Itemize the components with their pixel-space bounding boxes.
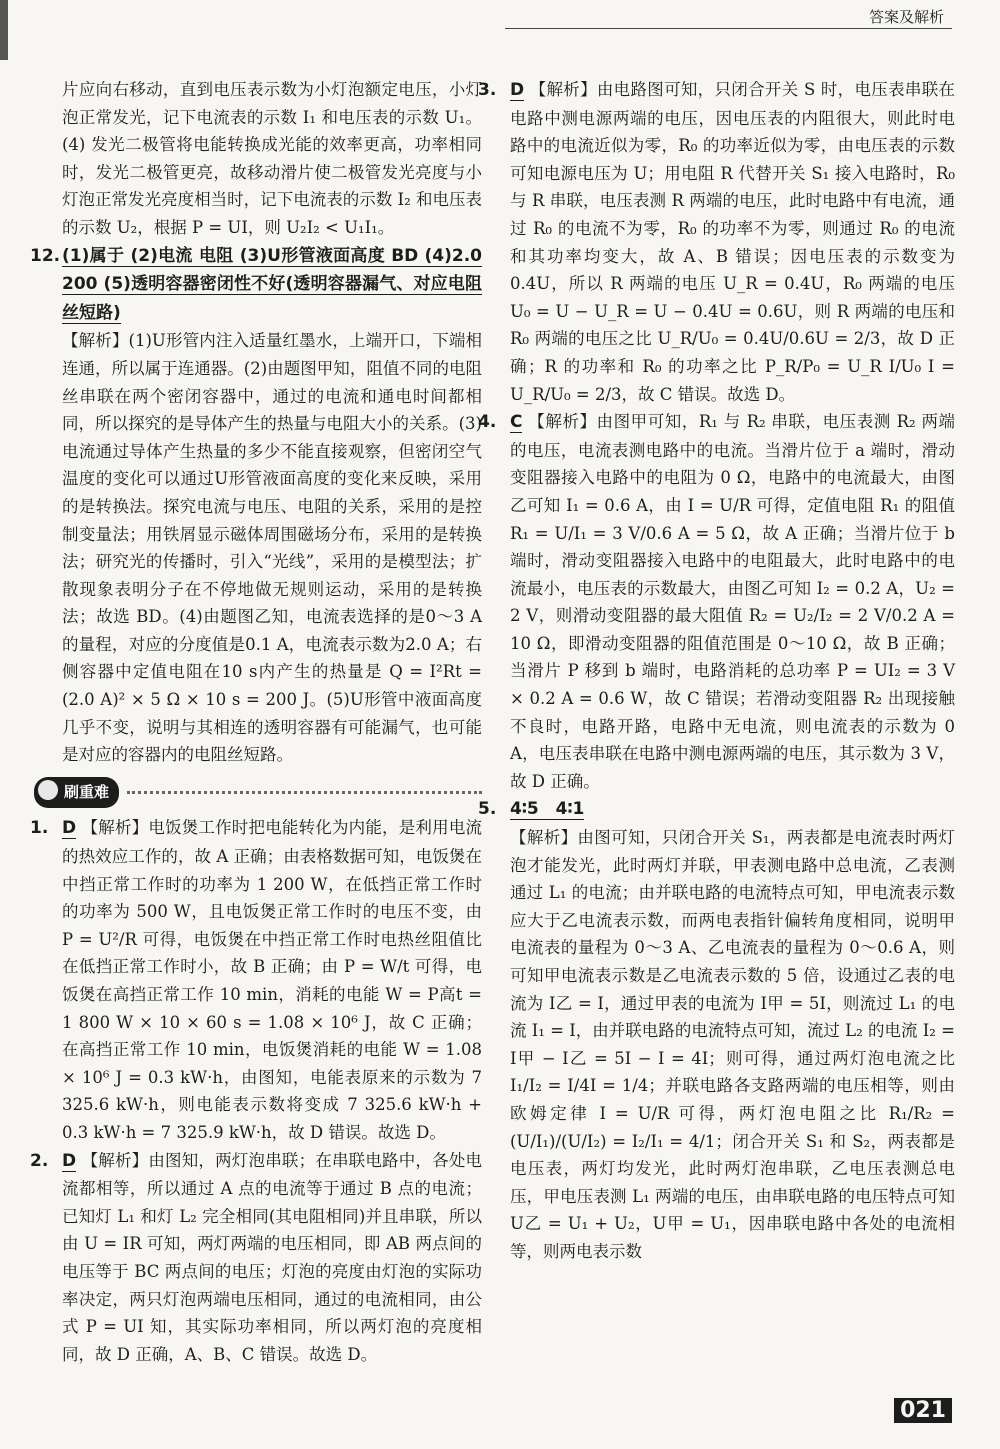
question-2	[30, 1147, 483, 1369]
running-header: 答案及解析	[868, 8, 944, 26]
page-edge-mark	[0, 0, 8, 60]
explanation-4: 【解析】由图甲可知，R₁ 与 R₂ 串联，电压表测 R₂ 两端的电压，电流表测电路中的电流。当滑片位于 a 端时，滑动变阻器接入电路中的电阻为 0 Ω，电路中的电流最大，由图乙可知 I₁ = 0.6 A，由 I = U/R 可得，定值电阻 R₁ 的阻值 R₁ = U/I₁ = 3 V/0.6 A = 5 Ω，故 A 正确；当滑片位于 b 端时，滑动变阻器接入电路中的电阻最大，此时电路中的电流最小，电压表的示数最大，由图乙可知 I₂ = 0.2 A，U₂ = 2 V，则滑动变阻器的最大阻值 R₂ = U₂/I₂ = 2 V/0.2 A = 10 Ω，即滑动变阻器的阻值范围是 0～10 Ω，故 B 正确；当滑片 P 移到 b 端时，电路消耗的总功率 P = UI₂ = 3 V × 0.2 A = 0.6 W，故 C 错误；若滑动变阻器 R₂ 出现接触不良时，电路开路，电路中无电流，则电流表的示数为 0 A，电压表串联在电路中测电源两端的电压，其示数为 3 V，故 D 正确。	[510, 412, 955, 791]
question-number: 4.	[478, 412, 497, 433]
answer: (1)属于 (2)电流 电阻 (3)U形管液面高度 BD (4)2.0 200 (5)透明容器密闭性不好(透明容器漏气、对应电阻丝短路)	[62, 245, 482, 323]
answer: C	[510, 412, 523, 433]
section-divider	[127, 791, 482, 794]
explanation-2: 【解析】由图知，两灯泡串联；在串联电路中，各处电流都相等，所以通过 A 点的电流等于通过 B 点的电流；已知灯 L₁ 和灯 L₂ 完全相同(其电阻相同)并且串联，所以由 U = IR 可知，两灯两端的电压相同，即 AB 两点间的电压等于 BC 两点间的电压；灯泡的亮度由灯泡的实际功率决定，两只灯泡两端电压相同，通过的电流相同，由公式 P = UI 知，其实际功率相同，所以两灯泡的亮度相同，故 D 正确，A、B、C 错误。故选 D。	[62, 1150, 483, 1364]
continued-paragraph: 片应向右移动，直到电压表示数为小灯泡额定电压，小灯泡正常发光，记下电流表的示数 I₁ 和电压表的示数 U₁。(4) 发光二极管将电能转换成光能的效率更高，功率相同时，发光二极管更亮，故移动滑片使二极管发光亮度与小灯泡正常发光亮度相当时，记下电流表的示数 I₂ 和电压表的示数 U₂，根据 P = UI，则 U₂I₂ < U₁I₁。	[62, 80, 482, 237]
question-4	[478, 408, 955, 795]
question-12	[30, 242, 482, 328]
answer: D	[510, 80, 525, 100]
section-badge: 刷重难	[34, 777, 119, 809]
question-number: 1.	[30, 818, 49, 839]
question-number: 2.	[30, 1150, 49, 1171]
question-3	[478, 76, 955, 408]
page-number: 021	[894, 1398, 952, 1423]
section-heading	[34, 777, 482, 809]
explanation-5: 【解析】由图可知，只闭合开关 S₁，两表都是电流表时两灯泡才能发光，此时两灯并联，甲表测电路中总电流，乙表测通过 L₁ 的电流；由并联电路的电流特点可知，甲电流表示数应大于乙电流表示数，而两电表指针偏转角度相同，说明甲电流表的量程为 0～3 A、乙电流表的量程为 0～0.6 A，则可知甲电流表示数是乙电流表示数的 5 倍，设通过乙表的电流为 I乙 = I，通过甲表的电流为 I甲 = 5I，则流过 L₁ 的电流 I₁ = I，由并联电路的电流特点可知，流过 L₂ 的电流 I₂ = I甲 − I乙 = 5I − I = 4I；则可得，通过两灯泡电流之比 I₁/I₂ = I/4I = 1/4；并联电路各支路两端的电压相等，则由欧姆定律 I = U/R 可得，两灯泡电阻之比 R₁/R₂ = (U/I₁)/(U/I₂) = I₂/I₁ = 4/1；闭合开关 S₁ 和 S₂，两表都是电压表，两灯均发光，此时两灯泡串联，乙电压表测总电压，甲电压表测 L₁ 两端的电压，由串联电路的电压特点可知 U乙 = U₁ + U₂，U甲 = U₁，因串联电路中各处的电流相等，则两电表示数	[510, 828, 955, 1261]
answer: D	[62, 818, 77, 839]
question-number: 3.	[478, 80, 497, 100]
explanation-1: 【解析】电饭煲工作时把电能转化为内能，是利用电流的热效应工作的，故 A 正确；由表格数据可知，电饭煲在中挡正常工作时的功率为 1 200 W，在低挡正常工作时的功率为 500 W，且电饭煲正常工作时的电压不变，由 P = U²/R 可得，电饭煲在中挡正常工作时电热丝阻值比在低挡正常工作时小，故 B 正确；由 P = W/t 可得，电饭煲在高挡正常工作 10 min，消耗的电能 W = P高t = 1 800 W × 10 × 60 s = 1.08 × 10⁶ J，故 C 正确；在高挡正常工作 10 min，电饭煲消耗的电能 W = 1.08 × 10⁶ J = 0.3 kW·h，由图知，电能表原来的示数为 7 325.6 kW·h，则电能表示数将变成 7 325.6 kW·h + 0.3 kW·h = 7 325.9 kW·h，故 D 错误。故选 D。	[62, 818, 483, 1142]
explanation-12: 【解析】(1)U形管内注入适量红墨水，上端开口，下端相连通，所以属于连通器。(2)由题图甲知，阻值不同的电阻丝串联在两个密闭容器中，通过的电流和通电时间都相同，所以探究的是导体产生的热量与电阻大小的关系。(3)电流通过导体产生热量的多少不能直接观察，但密闭空气温度的变化可以通过U形管液面高度的变化来反映，采用的是转换法。探究电流与电压、电阻的关系，采用的是控制变量法；用铁屑显示磁体周围磁场分布，采用的是转换法；研究光的传播时，引入“光线”，采用的是模型法；扩散现象表明分子在不停地做无规则运动，采用的是转换法；故选 BD。(4)由题图乙知，电流表选择的是0～3 A的量程，对应的分度值是0.1 A，电流表示数为2.0 A；右侧容器中定值电阻在10 s内产生的热量是 Q = I²Rt = (2.0 A)² × 5 Ω × 10 s = 200 J。(5)U形管中液面高度几乎不变，说明与其相连的透明容器有可能漏气，也可能是对应的容器内的电阻丝短路。	[62, 331, 482, 765]
question-number: 5.	[478, 799, 497, 820]
explanation-3: 【解析】由电路图可知，只闭合开关 S 时，电压表串联在电路中测电源两端的电压，因电压表的内阻很大，则此时电路中的电流近似为零，R₀ 的功率近似为零，由电压表的示数可知电源电压为 U；用电阻 R 代替开关 S₁ 接入电路时，R₀ 与 R 串联，电压表测 R 两端的电压，此时电路中有电流，通过 R₀ 的电流不为零，R₀ 的功率不为零，则通过 R₀ 的电流和其功率均变大，故 A、B 错误；因电压表的示数变为 0.4U，所以 R 两端的电压 U_R = 0.4U，R₀ 两端的电压 U₀ = U − U_R = U − 0.4U = 0.6U，则 R 两端的电压和 R₀ 两端的电压之比 U_R/U₀ = 0.4U/0.6U = 2/3，故 D 正确；R 的功率和 R₀ 的功率之比 P_R/P₀ = U_R I/U₀ I = U_R/U₀ = 2/3，故 C 错误。故选 D。	[510, 80, 955, 404]
answer: 4∶5 4∶1	[510, 799, 585, 820]
right-column	[478, 76, 955, 1266]
question-1	[30, 814, 483, 1146]
question-5	[478, 795, 955, 824]
header-rule	[505, 28, 952, 29]
left-column	[30, 76, 483, 1368]
question-number: 12.	[30, 245, 61, 266]
answer: D	[62, 1150, 77, 1171]
